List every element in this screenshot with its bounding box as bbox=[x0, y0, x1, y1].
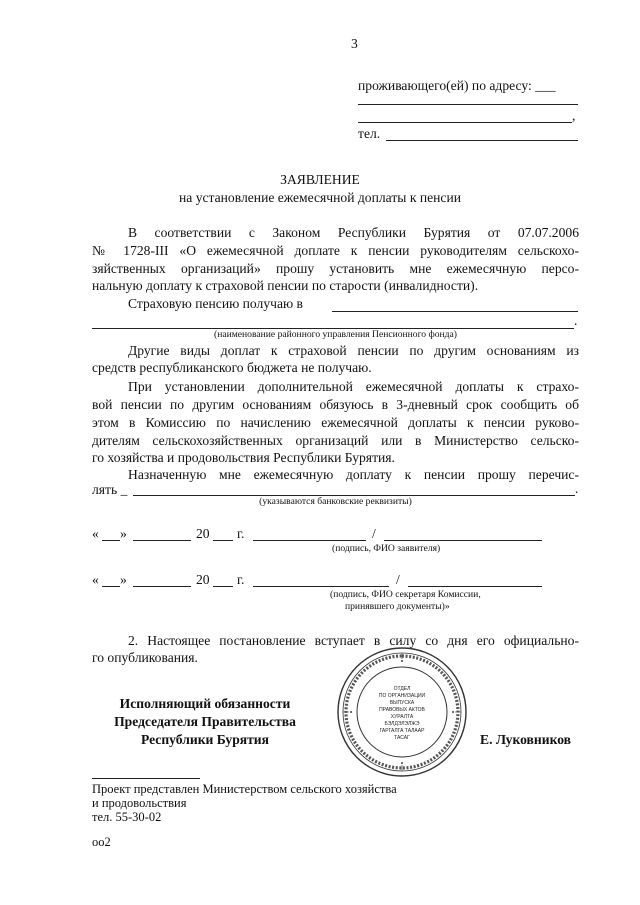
signatory-name: Е. Луковников bbox=[480, 732, 572, 747]
stamp-center-2: ПО ОРГАНИЗАЦИИ bbox=[378, 693, 426, 699]
sig1-day-line bbox=[102, 540, 120, 541]
sig2-day-line bbox=[102, 586, 120, 587]
sig2-year-suffix: г. bbox=[237, 572, 245, 587]
clause2-line-2: го опубликования. bbox=[92, 650, 198, 665]
sig1-signature-line bbox=[253, 540, 366, 541]
footer-line-2: и продовольствия bbox=[92, 796, 187, 810]
p3-line-5: го хозяйства и продовольствия Республики Бурятия. bbox=[92, 450, 395, 465]
pension-caption: (наименование районного управления Пенсионного фонда) bbox=[214, 329, 457, 340]
stamp-center-6: БЭЛДЭЛЭЛЖЭ bbox=[384, 721, 420, 727]
pension-line-1 bbox=[332, 311, 578, 312]
sig1-year-line bbox=[213, 540, 233, 541]
p3-line-1: При установлении дополнительной ежемесячной доплаты к страхо- bbox=[128, 379, 579, 394]
p1-line-3: зяйственных организаций» прошу установить мне ежемесячную персо- bbox=[92, 261, 579, 276]
p1-line-1: В соответствии с Законом Республики Бурятия от 07.07.2006 bbox=[128, 225, 579, 240]
address-label: проживающего(ей) по адресу: ___ bbox=[358, 78, 556, 93]
sig2-caption-2: принявшего документы)» bbox=[345, 601, 450, 612]
clause2-line-1: 2. Настоящее постановление вступает в силу со дня его официально- bbox=[128, 633, 579, 648]
p2-line-2: средств республиканского бюджета не получаю. bbox=[92, 360, 372, 375]
stamp-center-7: ГАРГАЛГА ТАЛААР bbox=[379, 728, 425, 734]
sig1-date-close: » bbox=[120, 526, 127, 541]
sig2-year-line bbox=[213, 586, 233, 587]
p2-line-1: Другие виды доплат к страховой пенсии по другим основаниям из bbox=[128, 343, 579, 358]
signatory-line-1: Исполняющий обязанности bbox=[119, 696, 291, 711]
sig2-month-line bbox=[133, 586, 191, 587]
signatory-line-2: Председателя Правительства bbox=[114, 714, 296, 729]
stamp-center-5: ХУРАЛТА bbox=[390, 714, 414, 720]
page-number: 3 bbox=[351, 36, 358, 51]
sig1-date-open: « bbox=[92, 526, 99, 541]
document-title: ЗАЯВЛЕНИЕ bbox=[280, 172, 360, 187]
pension-label: Страховую пенсию получаю в bbox=[128, 296, 303, 311]
sig2-date-open: « bbox=[92, 572, 99, 587]
p1-line-2: № 1728-III «О ежемесячной доплате к пенсии руководителям сельскохо- bbox=[92, 243, 579, 258]
p3-line-4: дителям сельскохозяйственных организаций или в Министерство сельско- bbox=[92, 433, 579, 448]
stamp-center-3: ВЫПУСКА bbox=[389, 700, 415, 706]
phone-line bbox=[386, 140, 578, 141]
footer-divider bbox=[92, 778, 200, 779]
pension-line-end: . bbox=[574, 313, 578, 328]
sig1-name-line bbox=[384, 540, 542, 541]
sig1-month-line bbox=[133, 540, 191, 541]
official-stamp bbox=[334, 644, 470, 780]
p4-line-1: Назначенную мне ежемесячную доплату к пенсии прошу перечис- bbox=[128, 467, 579, 482]
sig1-year-suffix: г. bbox=[237, 526, 245, 541]
address-line-end: , bbox=[572, 108, 576, 123]
stamp-center-1: ОТДЕЛ bbox=[393, 686, 411, 692]
sig2-year-prefix: 20 bbox=[196, 572, 210, 587]
phone-label: тел. bbox=[358, 126, 381, 141]
signatory-line-3: Республики Бурятия bbox=[140, 732, 269, 747]
stamp-center-8: ТАСАГ bbox=[394, 735, 410, 741]
bank-caption: (указываются банковские реквизиты) bbox=[259, 496, 412, 507]
sig2-date-close: » bbox=[120, 572, 127, 587]
sig2-slash: / bbox=[396, 572, 400, 587]
p4-line-2: лять _ bbox=[92, 482, 128, 497]
address-line-2 bbox=[358, 122, 572, 123]
sig1-year-prefix: 20 bbox=[196, 526, 210, 541]
p1-line-4: нальную доплату к страховой пенсии по старости (инвалидности). bbox=[92, 278, 479, 293]
p3-line-2: вой пенсии по другим основаниям обязуюсь в 3-дневный срок сообщить об bbox=[92, 397, 579, 412]
sig2-signature-line bbox=[253, 586, 389, 587]
sig1-slash: / bbox=[372, 526, 376, 541]
sig2-caption-1: (подпись, ФИО секретаря Комиссии, bbox=[330, 589, 481, 600]
footer-code: оо2 bbox=[92, 835, 111, 849]
stamp-center-4: ПРАВОВЫХ АКТОВ bbox=[379, 707, 425, 713]
document-subtitle: на установление ежемесячной доплаты к пенсии bbox=[178, 190, 461, 205]
address-line-1 bbox=[358, 104, 578, 105]
footer-line-3: тел. 55-30-02 bbox=[92, 810, 162, 824]
p3-line-3: этом в Комиссию по начислению ежемесячной доплаты к пенсии руково- bbox=[92, 415, 579, 430]
footer-line-1: Проект представлен Министерством сельского хозяйства bbox=[92, 782, 397, 796]
sig1-caption: (подпись, ФИО заявителя) bbox=[332, 543, 441, 554]
bank-line-end: . bbox=[575, 481, 579, 496]
sig2-name-line bbox=[408, 586, 542, 587]
